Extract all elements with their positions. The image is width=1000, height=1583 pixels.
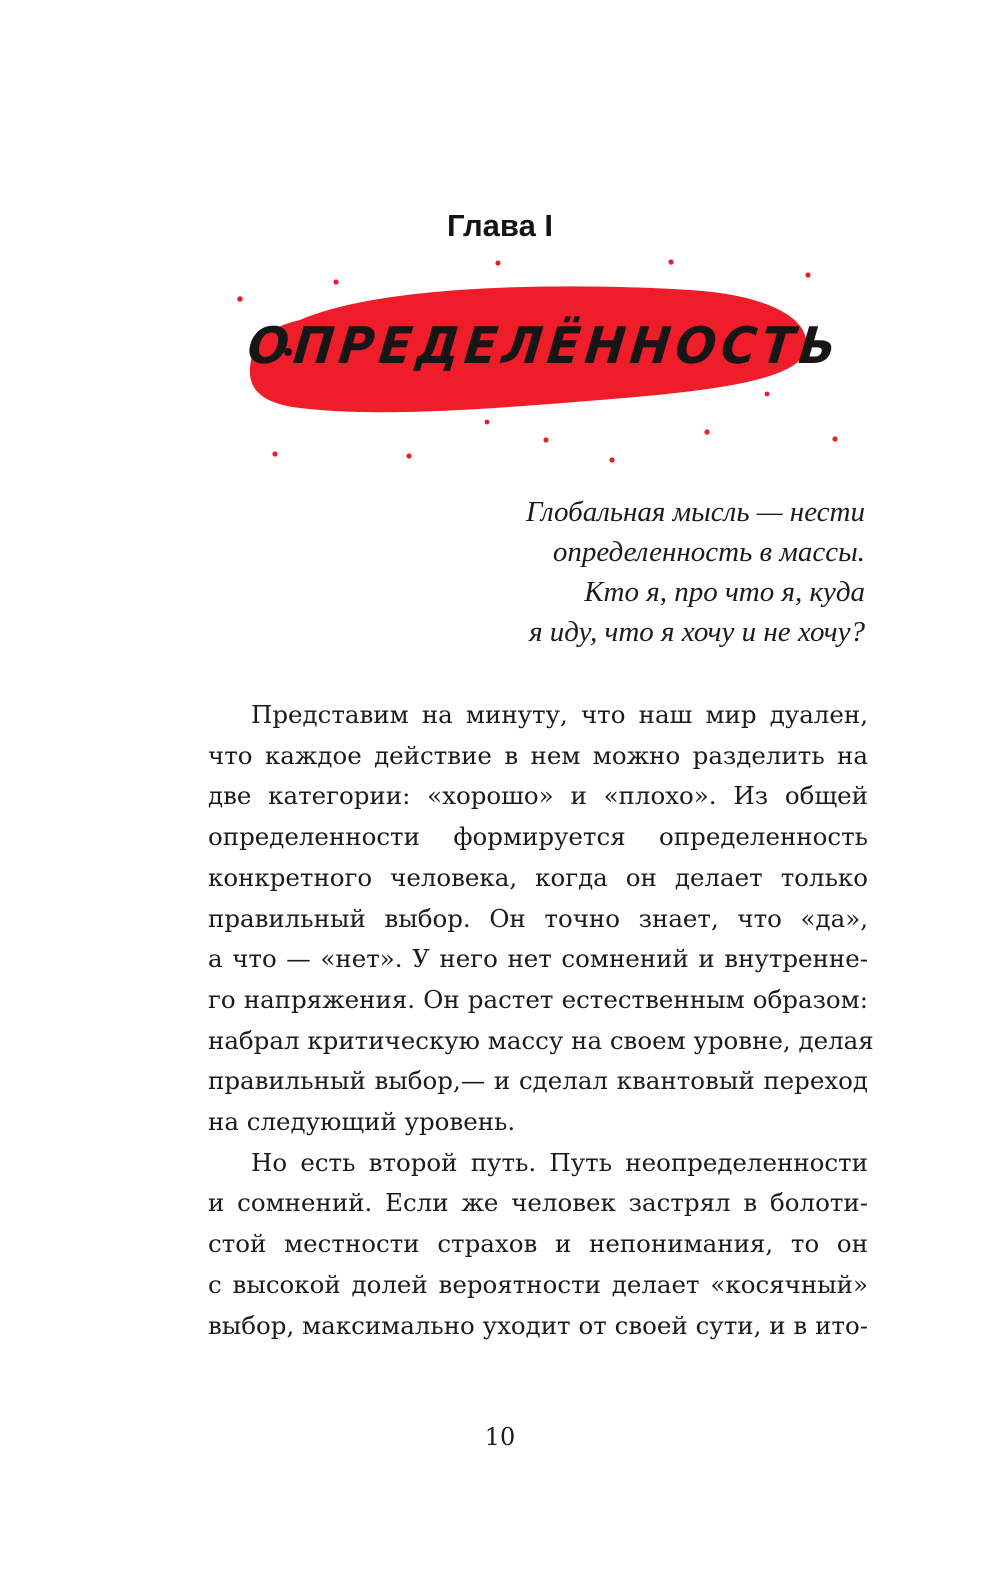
epigraph-line: я иду, что я хочу и не хочу? [529,616,865,648]
paragraph-line: две категории: «хорошо» и «плохо». Из общей [208,781,868,811]
paragraph-line: определенности формируется определенность [208,822,868,852]
paragraph-line: правильный выбор. Он точно знает, что «да», [208,903,868,933]
paragraph-line: стой местности страхов и непонимания, то он [208,1229,868,1259]
paragraph-line: Но есть второй путь. Путь неопределенности [251,1147,868,1177]
epigraph-line: Глобальная мысль — нести [526,496,865,528]
chapter-label: Глава I [446,208,554,243]
paragraph-line: правильный выбор,— и сделал квантовый переход [208,1066,868,1096]
epigraph-line: Кто я, про что я, куда [584,576,865,608]
page-number: 10 [484,1423,516,1451]
chapter-title-illustration [0,0,1000,500]
paragraph-line: набрал критическую массу на своем уровне, делая [208,1025,874,1055]
paragraph-line: конкретного человека, когда он делает только [208,862,868,892]
paragraph-line: с высокой долей вероятности делает «косячный» [208,1269,868,1299]
paragraph-line: и сомнений. Если же человек застрял в болоти- [208,1188,868,1218]
chapter-title: ОПРЕДЕЛЁННОСТЬ [244,316,844,376]
epigraph-line: определенность в массы. [552,536,865,568]
paragraph-line: го напряжения. Он растет естественным образом: [208,984,868,1014]
paragraph-line: что каждое действие в нем можно разделить на [208,740,868,770]
epigraph [526,492,865,652]
paragraph-line: Представим на минуту, что наш мир дуален, [251,700,868,729]
paragraph-line: а что — «нет». У него нет сомнений и внутренне- [208,944,868,974]
body-text [208,695,874,1346]
paragraph-line: выбор, максимально уходит от своей сути, и в ито- [208,1310,868,1340]
paragraph-line: на следующий уровень. [208,1107,516,1137]
